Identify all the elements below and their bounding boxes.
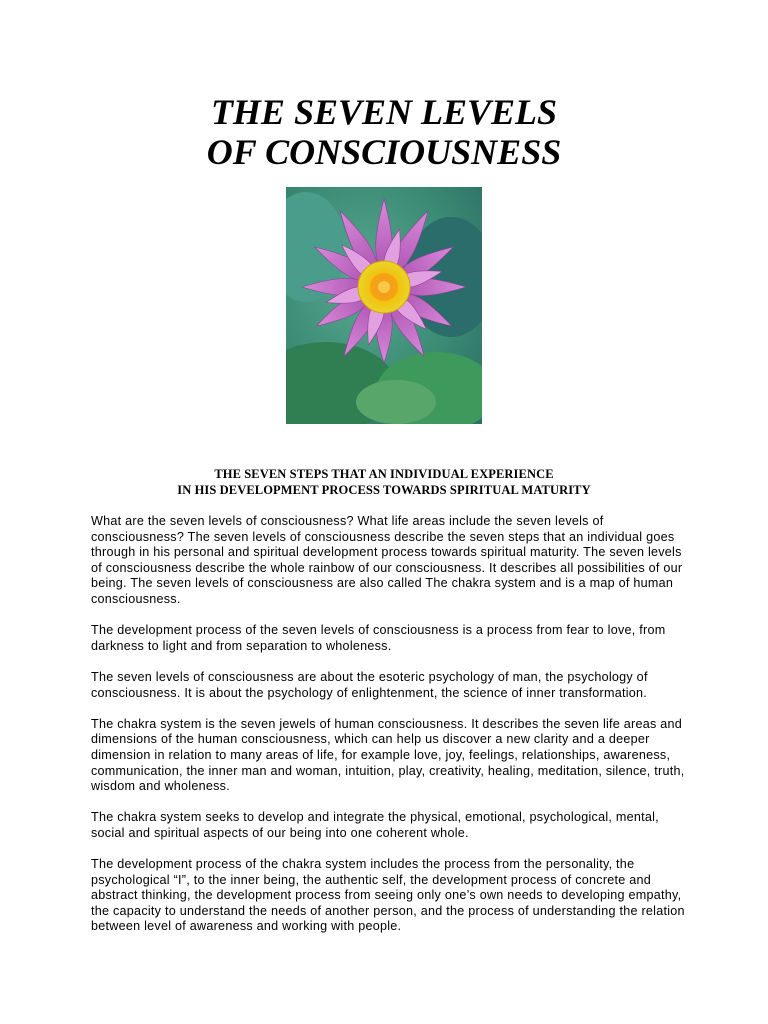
subtitle-line-2: IN HIS DEVELOPMENT PROCESS TOWARDS SPIRITUAL MATURITY bbox=[177, 483, 591, 497]
title-line-1: THE SEVEN LEVELS bbox=[210, 92, 558, 132]
paragraph: The development process of the chakra system includes the process from the personality, the psychological “I”, to the inner being, the authentic self, the development process of concrete and abstract thinking, the development process from seeing only one’s own needs to developing empathy, the capacity to understand the needs of another person, and the process of understanding the relation between level of awareness and working with people. bbox=[91, 857, 685, 934]
title-line-2: OF CONSCIOUSNESS bbox=[206, 132, 562, 172]
body-text bbox=[91, 514, 691, 951]
subtitle-line-1: THE SEVEN STEPS THAT AN INDIVIDUAL EXPERIENCE bbox=[214, 467, 554, 481]
paragraph: What are the seven levels of consciousness? What life areas include the seven levels of consciousness? The seven levels of consciousness describe the seven steps that an individual goes through in his personal and spiritual development process towards spiritual maturity. The seven levels of consciousness describe the whole rainbow of our consciousness. It describes all possibilities of our being. The seven levels of consciousness are also called The chakra system and is a map of human consciousness. bbox=[91, 514, 683, 606]
paragraph: The chakra system is the seven jewels of human consciousness. It describes the seven life areas and dimensions of the human consciousness, which can help us discover a new clarity and a deeper dimension in relation to many areas of life, for example love, joy, feelings, relationships, awareness, communication, the inner man and woman, intuition, play, creativity, healing, meditation, silence, truth, wisdom and wholeness. bbox=[91, 716, 685, 794]
lotus-flower-icon bbox=[286, 187, 482, 424]
paragraph: The seven levels of consciousness are about the esoteric psychology of man, the psychology of consciousness. It is about the psychology of enlightenment, the science of inner transformation. bbox=[91, 669, 648, 700]
page-title bbox=[0, 92, 768, 172]
paragraph: The chakra system seeks to develop and integrate the physical, emotional, psychological, mental, social and spiritual aspects of our being into one coherent whole. bbox=[91, 810, 659, 840]
lotus-flower-image bbox=[286, 187, 482, 424]
paragraph: The development process of the seven levels of consciousness is a process from fear to love, from darkness to light and from separation to wholeness. bbox=[91, 623, 666, 653]
page-subtitle bbox=[0, 466, 768, 498]
